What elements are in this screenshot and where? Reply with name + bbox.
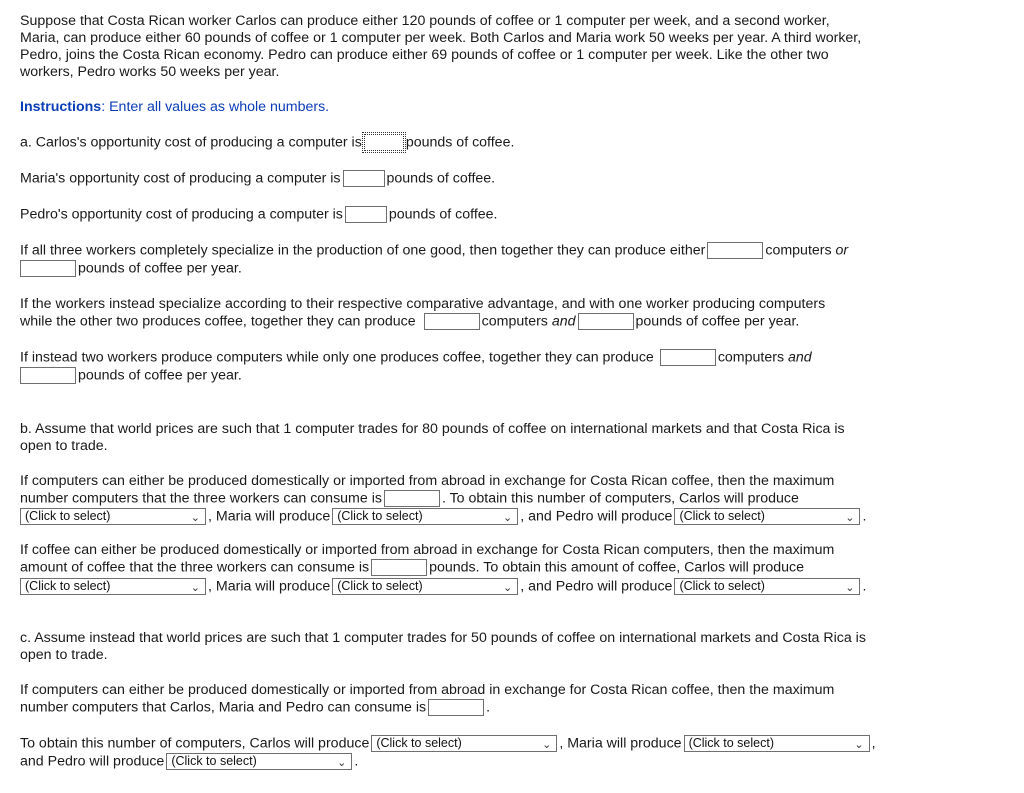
b-coffee-label: amount of coffee that the three workers can consume is [20, 559, 370, 576]
b-computers-period: . [862, 508, 867, 525]
a-carlos-unit: pounds of coffee. [405, 134, 515, 151]
b-computers-maria-select[interactable] [332, 508, 518, 525]
all-specialize-computers-input[interactable] [707, 242, 763, 259]
c-carlos-select[interactable] [371, 735, 557, 752]
b-max-coffee-input[interactable] [371, 559, 427, 576]
pedro-opportunity-cost-input[interactable] [345, 206, 387, 223]
c-obtain-row-2 [20, 753, 358, 770]
a-all-row-2 [20, 260, 242, 277]
b-computers-row-2 [20, 490, 799, 507]
two-workers-computers-input[interactable] [660, 349, 716, 366]
instructions-label: Instructions [20, 99, 102, 115]
a-comp-and: and [551, 313, 576, 330]
b-coffee-pedro-select[interactable] [674, 578, 860, 595]
intro-line-2: Maria, can produce either 60 pounds of coffee or 1 computer per week. Both Carlos and Maria work 50 weeks per year. A third worker, [20, 30, 862, 46]
a-pedro-label: Pedro's opportunity cost of producing a computer is [20, 206, 343, 223]
b-line-1: b. Assume that world prices are such that 1 computer trades for 80 pounds of coffee on international markets and that Costa Rica is [20, 421, 845, 437]
b-coffee-carlos-select-value: (Click to select) [25, 579, 111, 593]
c-maria-select-value: (Click to select) [688, 736, 774, 750]
b-computers-tail: . To obtain this number of computers, Carlos will produce [441, 490, 799, 507]
b-computers-label: number computers that the three workers can consume is [20, 490, 382, 507]
c-pedro-select[interactable] [166, 753, 352, 770]
a-two-label: If instead two workers produce computers while only one produces coffee, together they can produce [20, 349, 654, 366]
chevron-down-icon: ⌄ [503, 512, 513, 524]
two-workers-coffee-input[interactable] [20, 367, 76, 384]
b-coffee-carlos-select[interactable] [20, 578, 206, 595]
b-coffee-period: . [862, 578, 867, 595]
b-coffee-line-1: If coffee can either be produced domestically or imported from abroad in exchange for Costa Rican computers, then the maximum [20, 542, 835, 558]
chevron-down-icon: ⌄ [845, 582, 855, 594]
comparative-computers-input[interactable] [424, 313, 480, 330]
c-computers-row-2 [20, 699, 490, 716]
a-carlos-row [20, 134, 514, 151]
chevron-down-icon: ⌄ [503, 582, 513, 594]
a-pedro-unit: pounds of coffee. [388, 206, 498, 223]
intro-line-4: workers, Pedro works 50 weeks per year. [20, 64, 280, 80]
intro-line-3: Pedro, joins the Costa Rican economy. Pedro can produce either 69 pounds of coffee or 1 computer per week. Like the other two [20, 47, 829, 63]
intro-line-1: Suppose that Costa Rican worker Carlos can produce either 120 pounds of coffee or 1 computer per week, and a second worker, [20, 13, 830, 29]
chevron-down-icon: ⌄ [190, 512, 200, 524]
a-two-and: and [788, 349, 812, 366]
a-all-computers-unit: computers [765, 242, 832, 259]
c-line-2: open to trade. [20, 647, 108, 663]
maria-opportunity-cost-input[interactable] [343, 170, 385, 187]
chevron-down-icon: ⌄ [190, 582, 200, 594]
a-all-or: or [835, 242, 849, 259]
a-comp-line-1: If the workers instead specialize according to their respective comparative advantage, and with one worker producing computers [20, 296, 826, 312]
c-pedro-label: and Pedro will produce [20, 753, 165, 770]
c-maria-select[interactable] [684, 735, 870, 752]
b-computers-pedro-select-value: (Click to select) [679, 509, 765, 523]
c-pedro-select-value: (Click to select) [171, 754, 257, 768]
chevron-down-icon: ⌄ [854, 739, 864, 751]
b-computers-maria-label: , Maria will produce [208, 508, 331, 525]
b-line-2: open to trade. [20, 438, 108, 454]
a-maria-label: Maria's opportunity cost of producing a computer is [20, 170, 341, 187]
a-maria-row [20, 170, 495, 187]
b-coffee-maria-select[interactable] [332, 578, 518, 595]
chevron-down-icon: ⌄ [337, 757, 347, 769]
c-obtain-row-1 [20, 735, 876, 752]
a-two-computers-unit: computers [717, 349, 785, 366]
a-comp-label: while the other two produces coffee, together they can produce [20, 313, 416, 330]
c-maria-comma: , [871, 735, 876, 752]
c-computers-line-1: If computers can either be produced domestically or imported from abroad in exchange for Costa Rican coffee, then the maximum [20, 682, 835, 698]
c-maria-label: , Maria will produce [559, 735, 682, 752]
a-all-coffee-unit: pounds of coffee per year. [78, 260, 242, 277]
b-coffee-row-2 [20, 559, 804, 576]
b-computers-pedro-label: , and Pedro will produce [520, 508, 673, 525]
chevron-down-icon: ⌄ [845, 512, 855, 524]
a-two-row-1 [20, 349, 812, 366]
b-coffee-pedro-select-value: (Click to select) [679, 579, 765, 593]
b-computers-pedro-select[interactable] [674, 508, 860, 525]
c-computers-label: number computers that Carlos, Maria and Pedro can consume is [20, 699, 427, 716]
c-carlos-select-value: (Click to select) [376, 736, 462, 750]
c-computers-period: . [486, 699, 491, 716]
a-carlos-label: a. Carlos's opportunity cost of producing a computer is [20, 134, 362, 151]
b-coffee-tail: pounds. To obtain this amount of coffee, Carlos will produce [429, 559, 804, 576]
a-maria-unit: pounds of coffee. [386, 170, 496, 187]
chevron-down-icon: ⌄ [542, 739, 552, 751]
a-pedro-row [20, 206, 498, 223]
b-computers-maria-select-value: (Click to select) [337, 509, 423, 523]
a-two-row-2 [20, 367, 242, 384]
b-coffee-row-3 [20, 578, 866, 595]
c-max-computers-input[interactable] [428, 699, 484, 716]
b-computers-line-1: If computers can either be produced domestically or imported from abroad in exchange for Costa Rican coffee, then the maximum [20, 473, 835, 489]
c-line-1: c. Assume instead that world prices are such that 1 computer trades for 50 pounds of coffee on international markets and Costa Rica is [20, 630, 866, 646]
a-all-label: If all three workers completely specialize in the production of one good, then together they can produce either [20, 242, 706, 259]
b-computers-carlos-select[interactable] [20, 508, 206, 525]
a-all-row-1 [20, 242, 848, 259]
c-obtain-label: To obtain this number of computers, Carlos will produce [20, 735, 370, 752]
b-max-computers-input[interactable] [384, 490, 440, 507]
instructions [20, 99, 329, 116]
b-coffee-maria-label: , Maria will produce [208, 578, 331, 595]
b-computers-row-3 [20, 508, 866, 525]
b-coffee-maria-select-value: (Click to select) [337, 579, 423, 593]
a-comp-coffee-unit: pounds of coffee per year. [635, 313, 800, 330]
carlos-opportunity-cost-input[interactable] [364, 134, 404, 151]
a-comp-row-2 [20, 313, 799, 330]
b-computers-carlos-select-value: (Click to select) [25, 509, 111, 523]
a-comp-computers-unit: computers [481, 313, 548, 330]
all-specialize-coffee-input[interactable] [20, 260, 76, 277]
c-pedro-period: . [354, 753, 359, 770]
b-coffee-pedro-label: , and Pedro will produce [520, 578, 673, 595]
instructions-text: : Enter all values as whole numbers. [101, 99, 330, 115]
a-two-coffee-unit: pounds of coffee per year. [78, 367, 242, 384]
comparative-coffee-input[interactable] [578, 313, 634, 330]
